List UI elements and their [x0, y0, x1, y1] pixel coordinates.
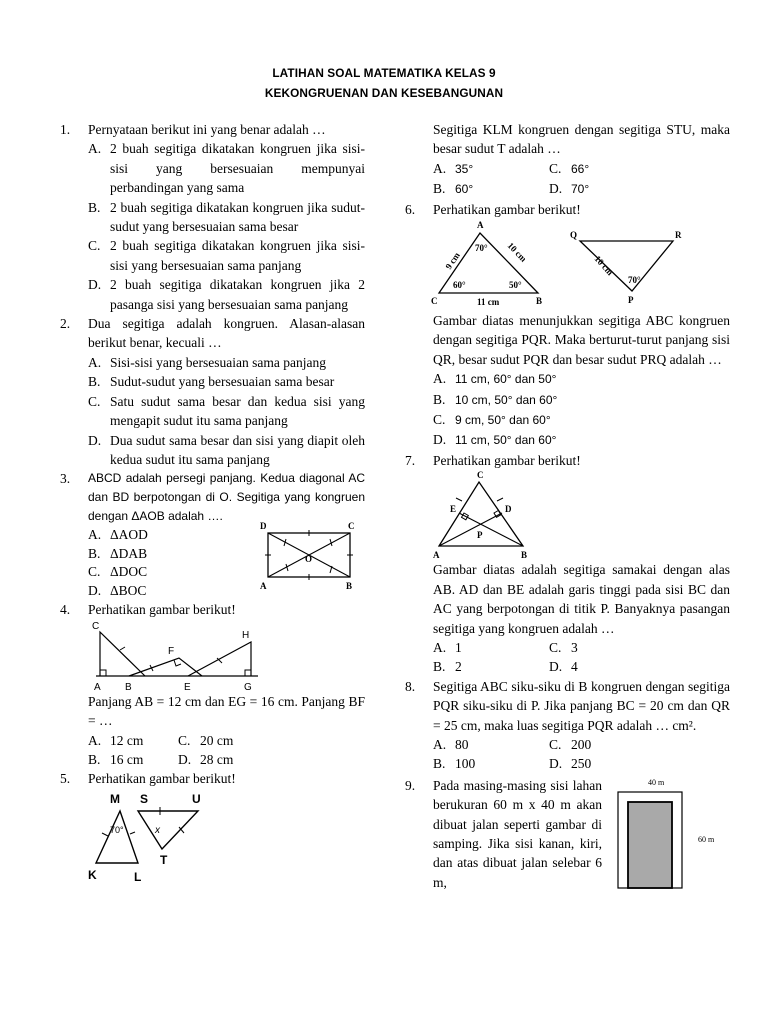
isosceles-triangle-figure: [431, 470, 541, 560]
question-text: Perhatikan gambar berikut!: [433, 452, 581, 468]
label-c: C: [431, 296, 438, 307]
label-a: A: [477, 220, 484, 231]
label-r: R: [675, 230, 682, 241]
land-plot-figure: [614, 774, 730, 892]
right-column: [405, 120, 730, 892]
question-text: Perhatikan gambar berikut!: [88, 771, 236, 787]
question-text: Perhatikan gambar berikut!: [433, 201, 581, 217]
tick-mark: [130, 832, 135, 834]
question-number: 7.: [405, 452, 416, 468]
option-b[interactable]: B. ΔDAB: [88, 545, 148, 561]
question-6: [405, 200, 730, 451]
question-text: Pernyataan berikut ini yang benar adalah …: [88, 122, 326, 137]
height-label: 60 m: [698, 834, 715, 844]
question-number: 5.: [60, 771, 71, 787]
angle-c-label: 60°: [453, 280, 466, 291]
option-a[interactable]: A. 2 buah segitiga dikatakan kongruen jika sisi-sisi yang bersesuaian mempunyai perbandingan yang sama: [88, 141, 365, 196]
left-column: [60, 120, 365, 885]
label-p: P: [628, 295, 634, 306]
label-q: Q: [570, 230, 578, 241]
triangle-bfe: [129, 658, 202, 676]
side-cb-label: 11 cm: [477, 297, 500, 308]
option-d[interactable]: D. 2 buah segitiga dikatakan kongruen jika 2 pasanga sisi yang bersesuaian sama panjang: [88, 277, 365, 312]
question-stem: Gambar diatas adalah segitiga samakai dengan alas AB. AD dan BE adalah garis tinggi pada sisi BC dan AC yang berpotongan di titik P. Banyaknya pasangan segitiga yang kongruen adalah …: [433, 562, 730, 636]
right-angle-mark: [100, 670, 106, 676]
label-b: B: [346, 581, 353, 592]
angle-label: 70°: [110, 824, 124, 835]
option-a[interactable]: A. 35°: [433, 160, 474, 176]
question-number: 4.: [60, 602, 71, 618]
label-d: D: [505, 504, 512, 515]
option-a[interactable]: A. ΔAOD: [88, 527, 148, 543]
question-8: [405, 677, 730, 774]
tick-mark: [102, 833, 108, 836]
option-d[interactable]: D. 28 cm: [178, 751, 234, 767]
label-e: E: [450, 504, 457, 515]
option-c[interactable]: C. ΔDOC: [88, 564, 148, 580]
label-x: x: [155, 824, 160, 836]
triangles-figure: [88, 620, 268, 692]
option-d[interactable]: D. 11 cm, 50° dan 60°: [433, 432, 557, 448]
option-b[interactable]: B. 16 cm: [88, 751, 144, 767]
question-5-continued: [405, 120, 730, 200]
page-title: LATIHAN SOAL MATEMATIKA KELAS 9: [272, 66, 496, 80]
width-label: 40 m: [648, 777, 665, 787]
option-b[interactable]: B. 60°: [433, 181, 474, 197]
option-b[interactable]: B. 100: [433, 756, 476, 772]
side-ab-label: 10 cm: [505, 240, 529, 264]
option-c[interactable]: C. 66°: [549, 160, 590, 176]
question-5: [60, 769, 365, 884]
option-a[interactable]: A. 11 cm, 60° dan 50°: [433, 371, 557, 387]
right-angle-mark: [245, 670, 251, 676]
label-c: C: [477, 470, 484, 481]
option-d[interactable]: D. Dua sudut sama besar dan sisi yang diapit oleh kedua sudut itu sama panjang: [88, 432, 365, 467]
angle-b-label: 50°: [509, 280, 522, 291]
option-b[interactable]: B. 2: [433, 659, 462, 675]
option-d[interactable]: D. 70°: [549, 181, 590, 197]
side-qp-label: 10 cm: [592, 253, 616, 278]
question-3: [60, 469, 365, 600]
option-c[interactable]: C. 2 buah segitiga dikatakan kongruen jika sisi-sisi yang bersesuaian sama panjang: [88, 238, 365, 273]
label-a: A: [94, 681, 101, 692]
label-h: H: [242, 629, 250, 641]
altitude-be: [459, 513, 523, 546]
angle-a-label: 70°: [475, 243, 488, 254]
option-c[interactable]: C. 9 cm, 50° dan 60°: [433, 412, 551, 428]
question-stem: Panjang AB = 12 cm dan EG = 16 cm. Panjang BF = …: [88, 693, 365, 729]
triangle-egh: [188, 642, 251, 676]
question-number: 1.: [60, 122, 71, 137]
label-c: C: [348, 521, 355, 532]
label-p: P: [477, 530, 483, 541]
option-a[interactable]: A. 80: [433, 736, 469, 752]
option-b[interactable]: B. 2 buah segitiga dikatakan kongruen jika sudut-sudut yang bersesuaian sama besar: [88, 199, 365, 235]
question-stem: Gambar diatas menunjukkan segitiga ABC kongruen dengan segitiga PQR. Maka berturut-turut panjang sisi QR, besar sudut PQR dan besar sudut PRQ adalah …: [433, 313, 730, 367]
triangle-abc: [100, 632, 145, 676]
option-d[interactable]: D. 250: [549, 756, 592, 772]
question-9: [405, 776, 730, 892]
option-d[interactable]: D. 4: [549, 659, 578, 675]
label-k: K: [88, 867, 97, 882]
label-a: A: [260, 581, 267, 592]
option-a[interactable]: A. Sisi-sisi yang bersesuaian sama panjang: [88, 354, 326, 370]
option-c[interactable]: C. 20 cm: [178, 732, 234, 748]
inner-land: [628, 802, 672, 888]
option-b[interactable]: B. Sudut-sudut yang bersesuaian sama besar: [88, 374, 335, 390]
angle-p-label: 70°: [628, 275, 641, 286]
question-number: 2.: [60, 316, 71, 332]
question-text: Pada masing-masing sisi lahan berukuran 60 m x 40 m akan dibuat jalan seperti gambar di samping. Jika sisi kanan, kiri, dan atas dibuat jalan selebar 6 m,: [433, 777, 603, 890]
question-number: 3.: [60, 471, 71, 487]
triangle-klm: [96, 811, 138, 863]
label-t: T: [160, 852, 168, 867]
label-c: C: [92, 620, 100, 632]
triangle-pqr: [580, 241, 673, 291]
label-g: G: [244, 681, 252, 692]
tick-mark: [456, 498, 462, 501]
question-number: 9.: [405, 777, 416, 793]
option-a[interactable]: A. 1: [433, 639, 462, 655]
question-text: Segitiga ABC siku-siku di B kongruen dengan segitiga PQR siku-siku di P. Jika panjang BC = 20 cm dan QR = 25 cm, maka luas segitiga PQR adalah … cm².: [433, 678, 730, 733]
label-s: S: [140, 791, 149, 806]
question-number: 6.: [405, 201, 416, 217]
triangle-stu: [138, 811, 198, 849]
tick-mark: [497, 498, 503, 501]
right-angle-mark: [174, 660, 181, 666]
option-b[interactable]: B. 10 cm, 50° dan 60°: [433, 391, 558, 407]
triangles-abc-pqr-figure: [425, 219, 715, 311]
label-e: E: [184, 681, 191, 692]
label-b: B: [536, 296, 543, 307]
question-number: 8.: [405, 678, 416, 694]
label-u: U: [192, 791, 201, 806]
question-2: [60, 314, 365, 469]
altitude-ad: [439, 513, 502, 546]
label-a: A: [433, 550, 440, 561]
question-stem: Segitiga KLM kongruen dengan segitiga STU, maka besar sudut T adalah …: [433, 122, 730, 157]
tick-mark: [120, 647, 125, 650]
question-4: [60, 600, 365, 769]
question-7: [405, 451, 730, 677]
triangles-klm-stu-figure: [88, 789, 238, 885]
question-text: ABCD adalah persegi panjang. Kedua diagonal AC dan BD berpotongan di O. Segitiga yang kongruen dengan ΔAOB adalah ….: [88, 471, 365, 524]
question-text: Dua segitiga adalah kongruen. Alasan-alasan berikut benar, kecuali …: [88, 316, 365, 351]
label-f: F: [168, 645, 175, 657]
option-c[interactable]: C. Satu sudut sama besar dan kedua sisi yang mengapit sudut itu sama panjang: [88, 393, 365, 429]
label-o: O: [305, 554, 313, 565]
option-d[interactable]: D. ΔBOC: [88, 582, 147, 598]
question-text: Perhatikan gambar berikut!: [88, 602, 236, 618]
label-d: D: [260, 521, 267, 532]
label-l: L: [134, 869, 142, 884]
rectangle-diagonals-figure: [258, 520, 358, 594]
label-b: B: [521, 550, 528, 561]
option-a[interactable]: A. 12 cm: [88, 732, 144, 748]
option-c[interactable]: C. 200: [549, 736, 592, 752]
option-c[interactable]: C. 3: [549, 639, 578, 655]
label-b: B: [125, 681, 132, 692]
label-m: M: [110, 791, 120, 806]
side-ac-label: 9 cm: [443, 250, 462, 272]
page-subtitle: KEKONGRUENAN DAN KESEBANGUNAN: [264, 86, 504, 100]
question-1: [60, 120, 365, 314]
